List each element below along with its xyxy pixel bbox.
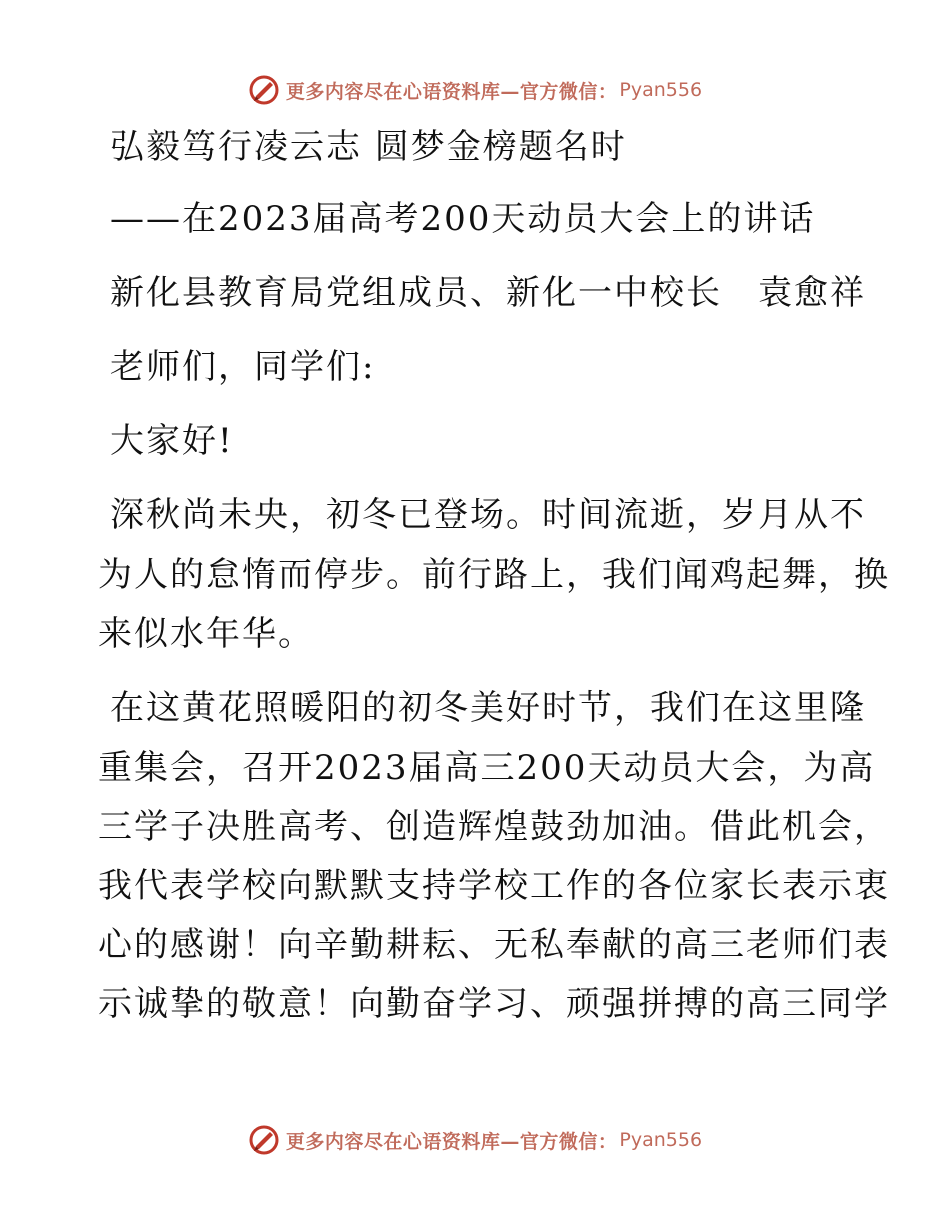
paragraph-line: 重集会，召开2023届高三200天动员大会，为高 xyxy=(98,748,876,788)
watermark-header xyxy=(0,70,950,110)
watermark-text: 更多内容尽在心语资料库—官方微信： xyxy=(285,1130,618,1153)
watermark-wechat-id: Pyan556 xyxy=(619,1129,703,1151)
paragraph-line: 来似水年华。 xyxy=(98,614,314,654)
paragraph-line: 三学子决胜高考、创造辉煌鼓劲加油。借此机会， xyxy=(98,807,890,847)
paragraph-line: 心的感谢！向辛勤耕耘、无私奉献的高三老师们表 xyxy=(98,925,890,965)
speech-title: 弘毅笃行凌云志 圆梦金榜题名时 xyxy=(110,127,627,167)
paragraph-line: 示诚挚的敬意！向勤奋学习、顽强拼搏的高三同学 xyxy=(98,984,890,1024)
watermark-footer xyxy=(0,1120,950,1160)
salutation: 老师们，同学们: xyxy=(110,347,376,387)
watermark-wechat-id: Pyan556 xyxy=(619,79,703,101)
paragraph-line: 深秋尚未央，初冬已登场。时间流逝，岁月从不 xyxy=(110,495,866,535)
greeting: 大家好! xyxy=(110,421,234,461)
watermark-text: 更多内容尽在心语资料库—官方微信： xyxy=(285,80,618,103)
paragraph-line: 我代表学校向默默支持学校工作的各位家长表示衷 xyxy=(98,866,890,906)
pen-logo-icon xyxy=(248,74,280,106)
paragraph-line: 在这黄花照暖阳的初冬美好时节，我们在这里隆 xyxy=(110,688,866,728)
speech-author: 新化县教育局党组成员、新化一中校长 袁愈祥 xyxy=(110,273,866,313)
pen-logo-icon xyxy=(248,1124,280,1156)
speech-subtitle: ——在2023届高考200天动员大会上的讲话 xyxy=(110,199,816,239)
paragraph-line: 为人的怠惰而停步。前行路上，我们闻鸡起舞，换 xyxy=(98,555,890,595)
